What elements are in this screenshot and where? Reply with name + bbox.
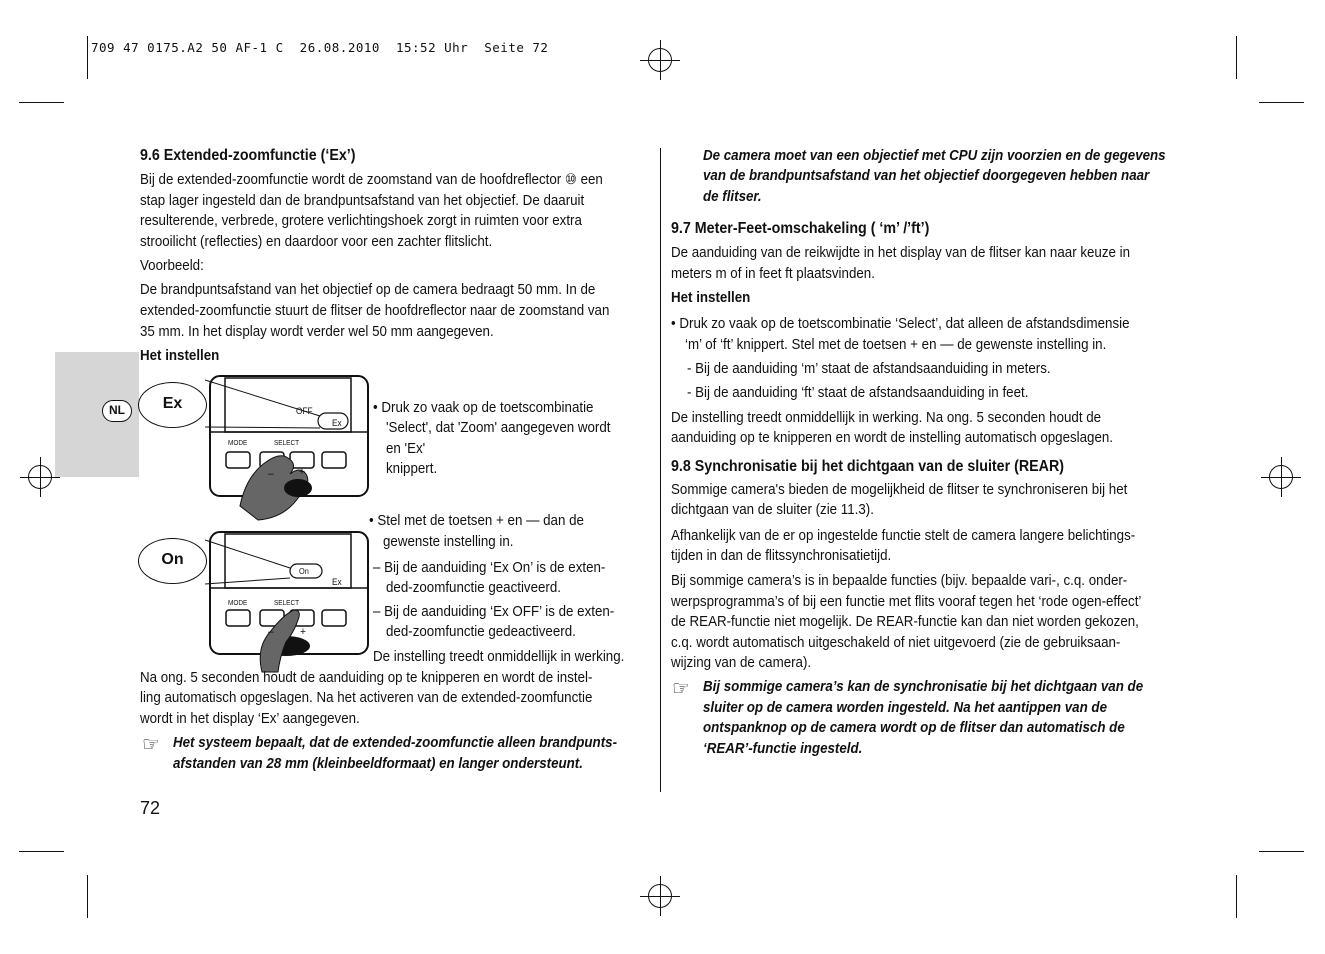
paragraph-line: wordt in het display ‘Ex’ aangegeven. [140, 711, 360, 727]
paragraph-line: strooilicht (reflecties) en daardoor voor een zachter flitslicht. [140, 234, 493, 250]
paragraph-line: aanduiding op te knipperen en wordt de instelling automatisch opgeslagen. [671, 430, 1114, 446]
paragraph-line: Bij de extended-zoomfunctie wordt de zoomstand van de hoofdreflector ⑩ een [140, 172, 603, 188]
paragraph-line: dichtgaan van de sluiter (zie 11.3). [671, 502, 874, 518]
paragraph-line: De aanduiding van de reikwijdte in het display van de flitser kan naar keuze in [671, 245, 1131, 261]
paragraph-line: wijzing van de camera). [671, 655, 812, 671]
sub-bullet-line: - Bij de aanduiding ‘ft’ staat de afstandsaanduiding in feet. [687, 385, 1029, 401]
note-line: afstanden van 28 mm (kleinbeeldformaat) en langer ondersteunt. [173, 756, 583, 772]
print-slug: 709 47 0175.A2 50 AF-1 C 26.08.2010 15:52 Uhr Seite 72 [91, 40, 549, 55]
page-number: 72 [140, 798, 161, 818]
bullet-line: • Stel met de toetsen + en — dan de [369, 513, 584, 529]
subheading-het-instellen: Het instellen [671, 290, 751, 306]
plus-label: + [299, 466, 305, 478]
select-label: SELECT [274, 600, 300, 607]
display-ex-label: Ex [332, 577, 342, 587]
paragraph-line: Na ong. 5 seconden houdt de aanduiding op te knipperen en wordt de instel- [140, 670, 593, 686]
plus-label: + [300, 626, 306, 638]
paragraph-line: stap lager ingesteld dan de brandpuntsafstand van het objectief. De daaruit [140, 193, 585, 209]
minus-label: – [268, 626, 274, 638]
crop-mark [87, 36, 88, 79]
dash-line: ded-zoomfunctie gedeactiveerd. [386, 624, 576, 640]
paragraph-line: tijden in dan de flitssynchronisatietijd. [671, 548, 892, 564]
note-line: sluiter op de camera worden ingesteld. Na het aantippen van de [703, 700, 1108, 716]
subheading-het-instellen: Het instellen [140, 348, 220, 364]
bullet-line: en 'Ex' [386, 441, 426, 457]
note-line: de flitser. [703, 189, 762, 205]
column-divider [660, 148, 661, 792]
minus-label: – [268, 468, 274, 480]
bullet-line: ‘m’ of ‘ft’ knippert. Stel met de toetsen + en — de gewenste instelling in. [685, 337, 1107, 353]
paragraph-line: werpsprogramma’s of bij een functie met flits vooraf tegen het ‘rode ogen-effect’ [671, 594, 1142, 610]
registration-mark-icon [20, 457, 60, 497]
paragraph-line: De instelling treedt onmiddellijk in werking. Na ong. 5 seconden houdt de [671, 410, 1102, 426]
display-ex-label: Ex [332, 418, 342, 428]
note-line: ontspanknop op de camera wordt op de flitser dan automatisch de [703, 720, 1125, 736]
heading-9-8: 9.8 Synchronisatie bij het dichtgaan van de sluiter (REAR) [671, 458, 1065, 475]
bullet-line: • Druk zo vaak op de toetscombinatie ‘Select’, dat alleen de afstandsdimensie [671, 316, 1130, 332]
paragraph-line: c.q. wordt automatisch uitgeschakeld of niet uitgevoerd (zie de gebruiksaan- [671, 635, 1121, 651]
bullet-line: 'Select', dat 'Zoom' aangegeven wordt [386, 420, 611, 436]
dash-line: ded-zoomfunctie geactiveerd. [386, 580, 562, 596]
registration-mark-icon [1261, 457, 1301, 497]
callout-ex: Ex [138, 382, 207, 428]
paragraph-line: de REAR-functie niet mogelijk. De REAR-functie kan dan niet worden gekozen, [671, 614, 1139, 630]
heading-9-6: 9.6 Extended-zoomfunctie (‘Ex’) [140, 147, 356, 164]
display-off-label: OFF [296, 406, 313, 416]
paragraph-line: extended-zoomfunctie stuurt de flitser de hoofdreflector naar de zoomstand van [140, 303, 610, 319]
paragraph-line: meters m of in feet ft plaatsvinden. [671, 266, 875, 282]
crop-mark [19, 851, 64, 852]
note-line: ‘REAR’-functie ingesteld. [703, 741, 863, 757]
crop-mark [1236, 875, 1237, 918]
note-line: Bij sommige camera’s kan de synchronisatie bij het dichtgaan van de [703, 679, 1144, 695]
paragraph-line: Afhankelijk van de er op ingestelde functie stelt de camera langere belichtings- [671, 528, 1136, 544]
callout-on: On [138, 538, 207, 584]
pointing-hand-icon: ☞ [672, 678, 690, 700]
crop-mark [1236, 36, 1237, 79]
select-label: SELECT [274, 440, 300, 447]
bullet-line: knippert. [386, 461, 438, 477]
paragraph-line: De brandpuntsafstand van het objectief op de camera bedraagt 50 mm. In de [140, 282, 596, 298]
paragraph-line: De instelling treedt onmiddellijk in werking. [373, 649, 625, 665]
paragraph-line: resulterende, verbrede, grotere verlichtingshoek zorgt in ruimten voor extra [140, 213, 582, 229]
bullet-line: gewenste instelling in. [383, 534, 514, 550]
pointing-hand-icon: ☞ [142, 734, 160, 756]
crop-mark [1259, 851, 1304, 852]
heading-9-7: 9.7 Meter-Feet-omschakeling ( ‘m’ /’ft’) [671, 220, 930, 237]
mode-label: MODE [228, 600, 248, 607]
dash-line: – Bij de aanduiding ‘Ex OFF’ is de exten- [373, 604, 615, 620]
note-line: Het systeem bepaalt, dat de extended-zoomfunctie alleen brandpunts- [173, 735, 618, 751]
note-line: De camera moet van een objectief met CPU zijn voorzien en de gegevens [703, 148, 1166, 164]
note-line: van de brandpuntsafstand van het objectief doorgegeven hebben naar [703, 168, 1150, 184]
paragraph-line: Sommige camera's bieden de mogelijkheid de flitser te synchroniseren bij het [671, 482, 1128, 498]
paragraph-line: Bij sommige camera’s is in bepaalde functies (bijv. bepaalde vari-, c.q. onder- [671, 573, 1128, 589]
language-badge: NL [102, 400, 132, 422]
mode-label: MODE [228, 440, 248, 447]
bullet-line: • Druk zo vaak op de toetscombinatie [373, 400, 594, 416]
crop-mark [1259, 102, 1304, 103]
dash-line: – Bij de aanduiding ‘Ex On’ is de exten- [373, 560, 606, 576]
example-label: Voorbeeld: [140, 258, 204, 274]
crop-mark [87, 875, 88, 918]
registration-mark-icon [640, 876, 680, 916]
display-on-label: On [299, 567, 309, 576]
paragraph-line: 35 mm. In het display wordt verder wel 50 mm aangegeven. [140, 324, 494, 340]
registration-mark-icon [640, 40, 680, 80]
crop-mark [19, 102, 64, 103]
sub-bullet-line: - Bij de aanduiding ‘m’ staat de afstandsaanduiding in meters. [687, 361, 1051, 377]
paragraph-line: ling automatisch opgeslagen. Na het activeren van de extended-zoomfunctie [140, 690, 593, 706]
